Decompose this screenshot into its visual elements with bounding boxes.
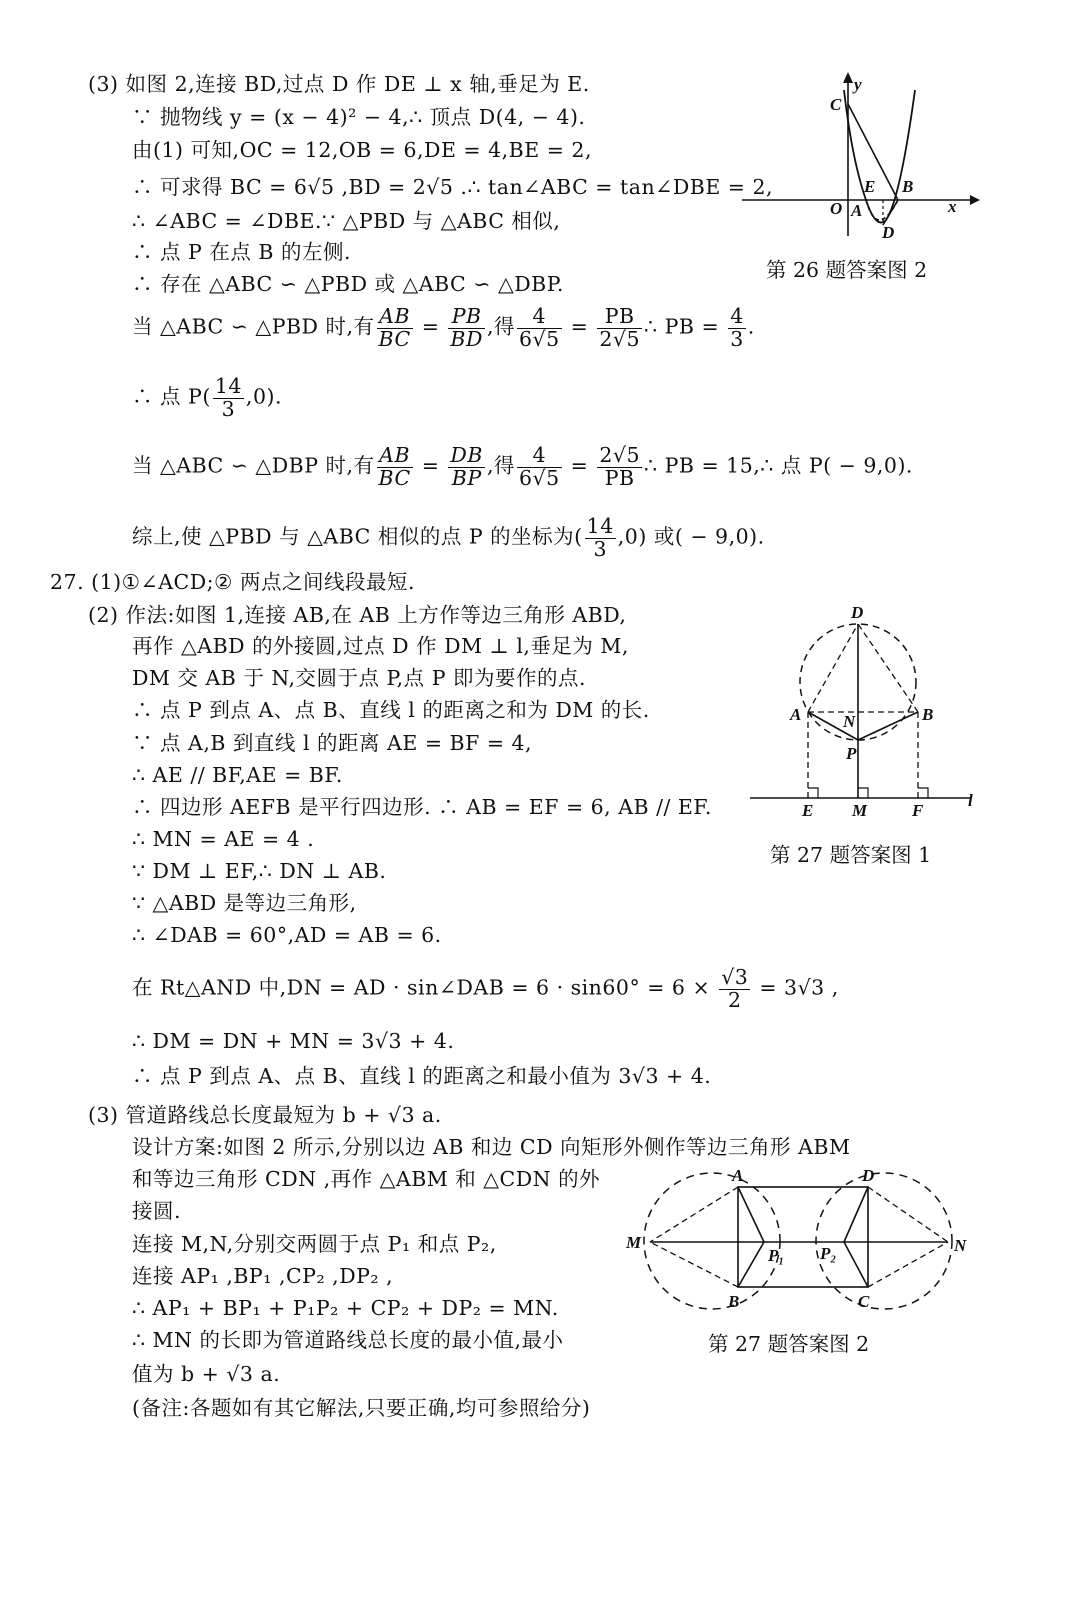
- fraction: [448, 445, 485, 489]
- q26-line-9: [132, 376, 282, 420]
- q27-line-13: [132, 967, 839, 1011]
- q26-line-2: ∵ 抛物线 y = (x − 4)² − 4,∴ 顶点 D(4, − 4).: [132, 105, 586, 129]
- label-a: A: [851, 201, 863, 220]
- q27-line-12: ∴ ∠DAB = 60°,AD = AB = 6.: [132, 923, 442, 947]
- q27-line-25: (备注:各题如有其它解法,只要正确,均可参照给分): [132, 1396, 591, 1420]
- x-axis-arrow: [970, 195, 980, 205]
- q26-l9-a: ∴ 点 P(: [132, 384, 211, 409]
- denominator: 2√5: [599, 326, 641, 351]
- circle-cdn: [816, 1173, 952, 1309]
- label-e: E: [802, 801, 814, 820]
- q27-line-5: ∴ 点 P 到点 A、点 B、直线 l 的距离之和为 DM 的长.: [132, 698, 650, 722]
- q26-line-5: ∴ ∠ABC = ∠DBE.∵ △PBD 与 △ABC 相似,: [132, 209, 561, 233]
- segment-bd: [858, 624, 918, 712]
- segment-cn: [868, 1242, 948, 1287]
- q27-l13-a: 在 Rt△AND 中,DN = AD · sin∠DAB = 6 · sin60° = 6 ×: [132, 975, 711, 1000]
- numerator: PB: [597, 306, 642, 329]
- fraction: [597, 445, 642, 489]
- period: .: [747, 314, 755, 339]
- numerator: AB: [377, 306, 413, 329]
- numerator: 4: [517, 445, 562, 468]
- q27-line-17: 设计方案:如图 2 所示,分别以边 AB 和边 CD 向矩形外侧作等边三角形 ABM: [132, 1135, 851, 1159]
- q26-line-3: 由(1) 可知,OC = 12,OB = 6,DE = 4,BE = 2,: [132, 138, 592, 162]
- denominator: 3: [593, 536, 607, 561]
- q26-l8-text: 当 △ABC ∽ △PBD 时,有: [132, 314, 375, 339]
- numerator: 4: [517, 306, 562, 329]
- fraction: [719, 967, 750, 1011]
- segment-bd: [883, 200, 898, 225]
- label-d: D: [882, 223, 895, 242]
- segment-bp1: [738, 1242, 764, 1287]
- fraction: [517, 306, 562, 350]
- label-f: F: [912, 801, 924, 820]
- segment-dp2: [844, 1187, 868, 1242]
- label-p1: P₁: [768, 1246, 785, 1265]
- q26-l10-b: ∴ PB = 15,∴ 点 P( − 9,0).: [644, 453, 913, 478]
- y-axis-arrow: [843, 72, 853, 83]
- fig26-parabola-diagram: [740, 70, 990, 240]
- q27-line-2: (2) 作法:如图 1,连接 AB,在 AB 上方作等边三角形 ABD,: [88, 603, 627, 627]
- denominator: BD: [450, 326, 483, 351]
- label-m: M: [852, 801, 868, 820]
- q27-l13-b: = 3√3 ,: [759, 975, 839, 1000]
- numerator: AB: [377, 445, 413, 468]
- segment-dn: [868, 1187, 948, 1242]
- q26-l11-a: 综上,使 △PBD 与 △ABC 相似的点 P 的坐标为(: [132, 524, 583, 549]
- q26-line-6: ∴ 点 P 在点 B 的左侧.: [132, 240, 351, 264]
- denominator: 3: [730, 326, 744, 351]
- label-b: B: [922, 705, 934, 724]
- label-d: D: [862, 1166, 875, 1185]
- q27-line-24: 值为 b + √3 a.: [132, 1362, 281, 1386]
- right-angle-m: [858, 788, 868, 798]
- fig27-2-diagram: [622, 1165, 978, 1315]
- q27-line-19: 接圆.: [132, 1199, 182, 1223]
- numerator: 14: [214, 374, 242, 398]
- label-b: B: [728, 1292, 740, 1311]
- segment-ad: [808, 624, 858, 712]
- q27-line-15: ∴ 点 P 到点 A、点 B、直线 l 的距离之和最小值为 3√3 + 4.: [132, 1064, 712, 1088]
- label-e: E: [864, 177, 876, 196]
- denominator: 6√5: [518, 465, 560, 490]
- q27-line-23: ∴ MN 的长即为管道路线总长度的最小值,最小: [132, 1328, 564, 1352]
- q27-line-9: ∴ MN = AE = 4 .: [132, 827, 315, 851]
- denominator: 6√5: [518, 326, 560, 351]
- numerator: 14: [586, 514, 614, 538]
- q27-line-1: 27. (1)①∠ACD;② 两点之间线段最短.: [50, 570, 415, 594]
- label-o: O: [830, 199, 843, 218]
- q26-l10-text: 当 △ABC ∽ △DBP 时,有: [132, 453, 375, 478]
- q27-line-18: 和等边三角形 CDN ,再作 △ABM 和 △CDN 的外: [132, 1167, 601, 1191]
- q26-line-8: [132, 306, 755, 350]
- q27-line-11: ∵ △ABD 是等边三角形,: [132, 891, 357, 915]
- fraction: [585, 516, 616, 560]
- label-n: N: [954, 1236, 967, 1255]
- right-angle-e: [808, 788, 818, 798]
- denominator: 3: [221, 396, 236, 421]
- label-l: l: [968, 791, 973, 810]
- q27-line-16: (3) 管道路线总长度最短为 b + √3 a.: [88, 1103, 442, 1127]
- label-x: x: [948, 197, 957, 216]
- label-m: M: [626, 1233, 642, 1252]
- label-p: P: [846, 744, 857, 763]
- segment-bm: [650, 1242, 738, 1287]
- fraction: [728, 306, 746, 350]
- numerator: 4: [730, 304, 744, 328]
- equals: =: [570, 314, 589, 339]
- equals: =: [570, 453, 589, 478]
- q26-l9-b: ,0).: [245, 384, 282, 409]
- label-y: y: [854, 75, 862, 94]
- numerator: DB: [450, 443, 483, 467]
- fraction: [213, 376, 244, 420]
- q26-l10-mid: ,得: [486, 453, 515, 478]
- label-a: A: [732, 1166, 744, 1185]
- q27-line-10: ∵ DM ⊥ EF,∴ DN ⊥ AB.: [132, 859, 387, 883]
- equals: =: [421, 453, 440, 478]
- denominator: BC: [378, 465, 411, 490]
- fig27-1-caption: 第 27 题答案图 1: [770, 843, 932, 867]
- q27-line-22: ∴ AP₁ + BP₁ + P₁P₂ + CP₂ + DP₂ = MN.: [132, 1296, 559, 1320]
- fraction: [377, 306, 413, 350]
- fraction: [377, 445, 413, 489]
- q26-l8-b: ∴ PB =: [644, 314, 720, 339]
- fraction: [448, 306, 485, 350]
- rectangle-abcd: [738, 1187, 868, 1287]
- segment-am: [650, 1187, 738, 1242]
- label-d: D: [851, 603, 864, 622]
- fraction: [517, 445, 562, 489]
- denominator: BC: [378, 326, 411, 351]
- q27-line-8: ∴ 四边形 AEFB 是平行四边形. ∴ AB = EF = 6, AB // EF.: [132, 795, 712, 819]
- q26-l11-b: ,0) 或( − 9,0).: [617, 524, 765, 549]
- segment-cp2: [844, 1242, 868, 1287]
- label-n: N: [843, 712, 856, 731]
- q27-line-14: ∴ DM = DN + MN = 3√3 + 4.: [132, 1029, 455, 1053]
- label-a: A: [790, 705, 802, 724]
- label-c: C: [830, 95, 842, 114]
- right-angle-f: [918, 788, 928, 798]
- equals: =: [421, 314, 440, 339]
- q26-line-4: ∴ 可求得 BC = 6√5 ,BD = 2√5 .∴ tan∠ABC = tan∠DBE = 2,: [132, 175, 774, 199]
- label-p2: P₂: [820, 1244, 837, 1263]
- fraction: [597, 306, 642, 350]
- fig26-caption: 第 26 题答案图 2: [766, 258, 928, 282]
- segment-bp: [858, 712, 918, 740]
- q27-line-21: 连接 AP₁ ,BP₁ ,CP₂ ,DP₂ ,: [132, 1264, 394, 1288]
- numerator: 2√5: [599, 443, 641, 467]
- fig27-1-diagram: [748, 602, 978, 824]
- label-c: C: [858, 1292, 870, 1311]
- circle-abm: [644, 1173, 780, 1309]
- q27-line-6: ∵ 点 A,B 到直线 l 的距离 AE = BF = 4,: [132, 731, 533, 755]
- segment-ap1: [738, 1187, 764, 1242]
- q26-line-11: [132, 516, 765, 560]
- q27-line-20: 连接 M,N,分别交两圆于点 P₁ 和点 P₂,: [132, 1232, 497, 1256]
- q26-line-1: (3) 如图 2,连接 BD,过点 D 作 DE ⊥ x 轴,垂足为 E.: [88, 72, 590, 96]
- q27-line-4: DM 交 AB 于 N,交圆于点 P,点 P 即为要作的点.: [132, 666, 587, 690]
- q27-line-3: 再作 △ABD 的外接圆,过点 D 作 DM ⊥ l,垂足为 M,: [132, 634, 629, 658]
- q26-line-10: [132, 445, 913, 489]
- numerator: √3: [721, 965, 749, 989]
- q26-line-7: ∴ 存在 △ABC ∽ △PBD 或 △ABC ∽ △DBP.: [132, 272, 564, 296]
- denominator: 2: [727, 987, 742, 1012]
- fig27-2-caption: 第 27 题答案图 2: [708, 1332, 870, 1356]
- denominator: PB: [604, 465, 635, 490]
- q26-l8-mid: ,得: [486, 314, 515, 339]
- numerator: PB: [448, 306, 485, 329]
- q27-line-7: ∴ AE // BF,AE = BF.: [132, 763, 343, 787]
- denominator: BP: [451, 465, 482, 490]
- label-b: B: [902, 177, 914, 196]
